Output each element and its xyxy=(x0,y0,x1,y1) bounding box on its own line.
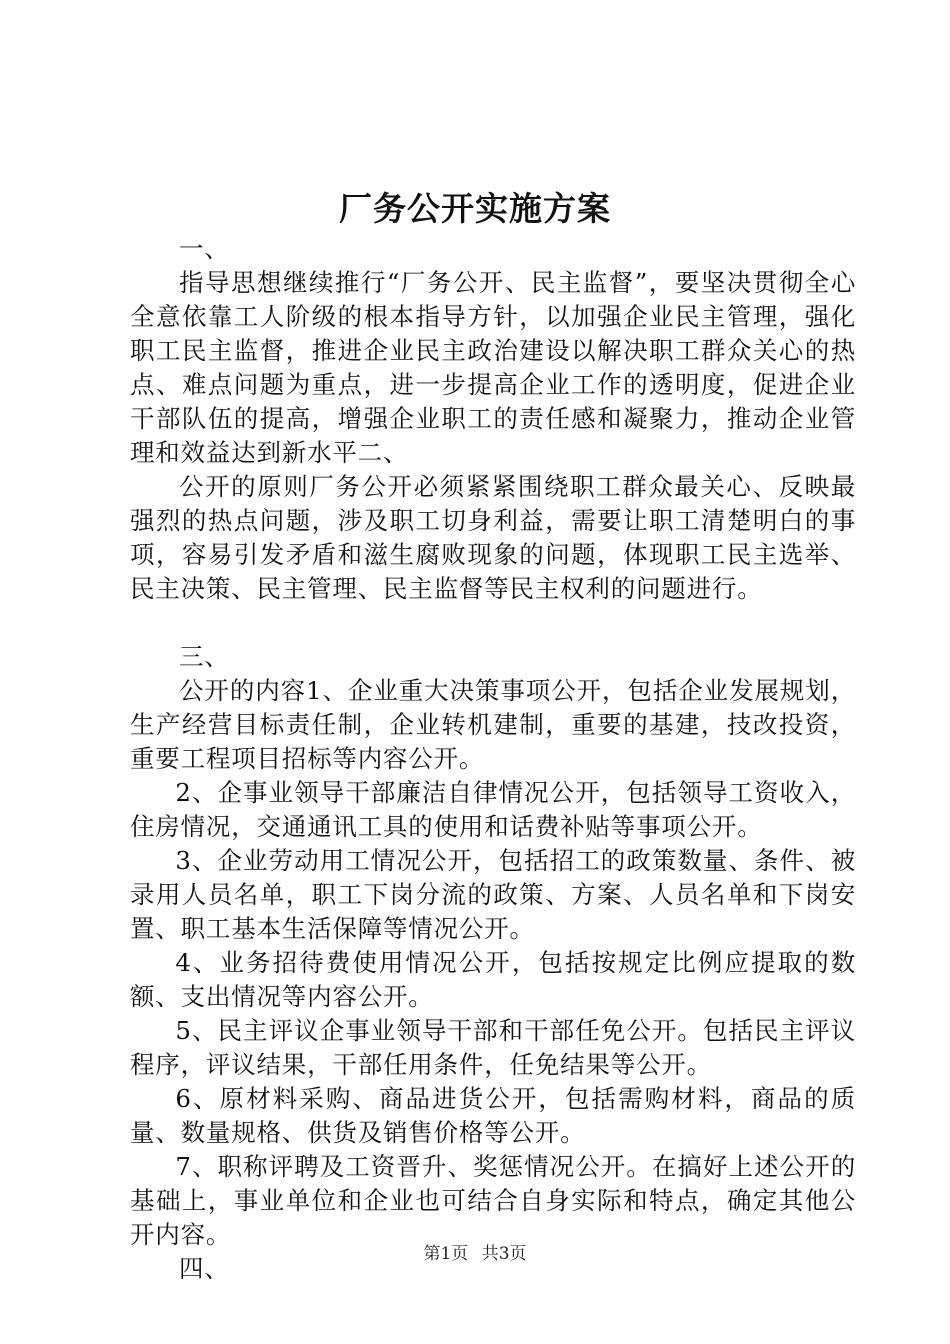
document-body xyxy=(130,232,856,1286)
paragraph-principles: 公开的原则厂务公开必须紧紧围绕职工群众最关心、反映最强烈的热点问题，涉及职工切身利益，需要让职工清楚明白的事项，容易引发矛盾和滋生腐败现象的问题，体现职工民主选举、民主决策、民主管理、民主监督等民主权利的问题进行。 xyxy=(130,472,856,603)
section-heading-3: 三、 xyxy=(179,642,230,671)
paragraph-content-2: 2、企事业领导干部廉洁自律情况公开，包括领导工资收入，住房情况，交通通讯工具的使用和话费补贴等事项公开。 xyxy=(130,778,856,841)
section-heading-1: 一、 xyxy=(179,234,230,263)
paragraph-content-7: 7、职称评聘及工资晋升、奖惩情况公开。在搞好上述公开的基础上，事业单位和企业也可结合自身实际和特点，确定其他公开内容。 xyxy=(130,1152,856,1249)
paragraph-content-1: 公开的内容1、企业重大决策事项公开，包括企业发展规划，生产经营目标责任制，企业转机建制，重要的基建，技改投资，重要工程项目招标等内容公开。 xyxy=(130,676,856,773)
section-heading-4: 四、 xyxy=(179,1254,230,1283)
page-footer xyxy=(0,1242,950,1266)
paragraph-content-3: 3、企业劳动用工情况公开，包括招工的政策数量、条件、被录用人员名单，职工下岗分流的政策、方案、人员名单和下岗安置、职工基本生活保障等情况公开。 xyxy=(130,846,856,943)
document-title: 厂务公开实施方案 xyxy=(339,189,611,228)
page-total: 共3页 xyxy=(481,1244,527,1264)
paragraph-guiding-thought: 指导思想继续推行“厂务公开、民主监督”，要坚决贯彻全心全意依靠工人阶级的根本指导方针，以加强企业民主管理，强化职工民主监督，推进企业民主政治建设以解决职工群众关心的热点、难点问题为重点，进一步提高企业工作的透明度，促进企业干部队伍的提高，增强企业职工的责任感和凝聚力，推动企业管理和效益达到新水平二、 xyxy=(130,268,856,467)
page-number: 第1页 xyxy=(423,1244,469,1264)
paragraph-content-5: 5、民主评议企事业领导干部和干部任免公开。包括民主评议程序，评议结果，干部任用条件，任免结果等公开。 xyxy=(130,1016,856,1079)
paragraph-content-4: 4、业务招待费使用情况公开，包括按规定比例应提取的数额、支出情况等内容公开。 xyxy=(130,948,856,1011)
paragraph-gap xyxy=(130,606,856,640)
paragraph-content-6: 6、原材料采购、商品进货公开，包括需购材料，商品的质量、数量规格、供货及销售价格等公开。 xyxy=(130,1084,856,1147)
